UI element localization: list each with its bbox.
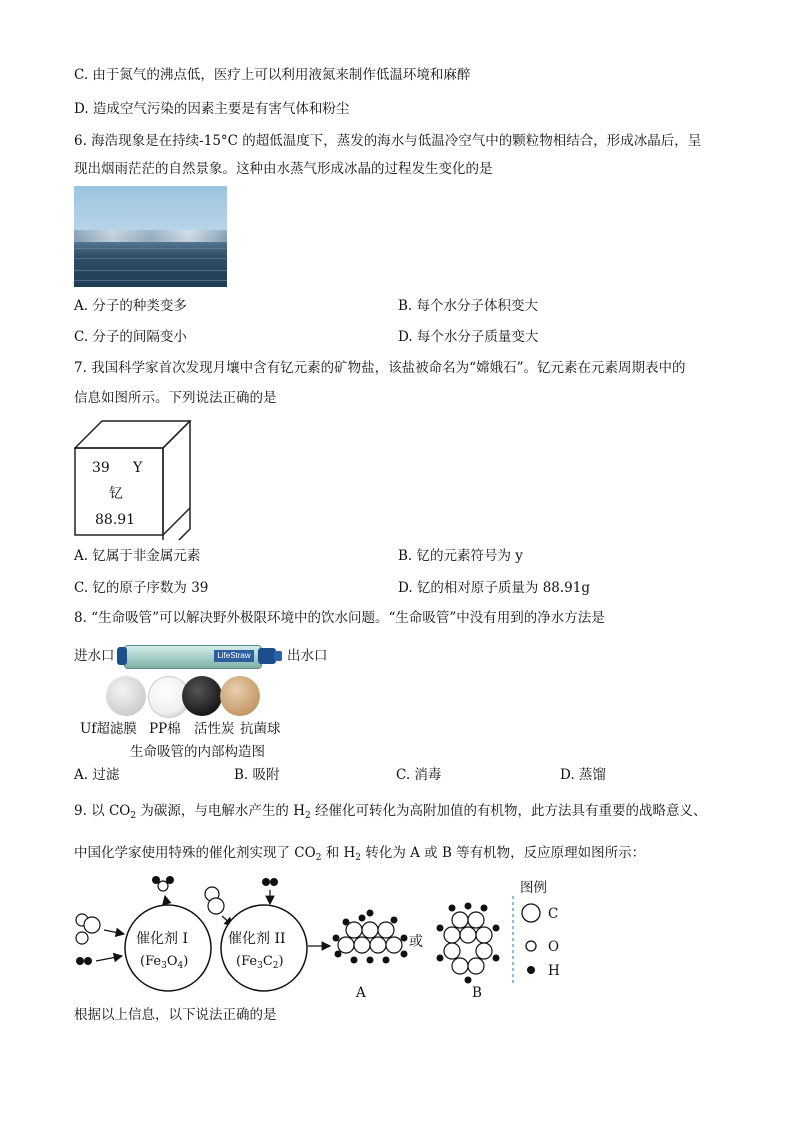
legend-carbon-icon [522,904,540,922]
q8-stem-line1: 8. “生命吸管”可以解决野外极限环境中的饮水问题。“生命吸管”中没有用到的净水方法是 [74,610,605,626]
h2-molecule-icon-2 [262,878,278,886]
catalyst-2-formula: $(Fe_3C_2)$ [236,954,284,971]
legend-title: 图例 [520,880,547,896]
legend-oxygen-icon [526,941,536,951]
q9-tail-text: 根据以上信息，以下说法正确的是 [74,1007,277,1023]
part-uf-label: Uf超滤膜 [80,721,137,737]
q9-stem-line1: 9. 以 $CO_2$ 为碳源，与电解水产生的 $H_2$ 经催化可转化为高附加值的有机物，此方法具有重要的战略意义、 [74,803,707,821]
activated-carbon-image [182,676,222,716]
catalyst-1-name: 催化剂 I [136,931,188,947]
q7-option-c: C. 钇的原子序数为 39 [74,580,209,596]
q5-option-c: C. 由于氮气的沸点低，医疗上可以利用液氮来制作低温环境和麻醉 [74,67,471,83]
q8-option-d: D. 蒸馏 [560,767,606,783]
q6-option-b: B. 每个水分子体积变大 [398,298,539,314]
q5-option-d: D. 造成空气污染的因素主要是有害气体和粉尘 [74,101,350,117]
straw-tip [274,651,282,661]
q7-option-b: B. 钇的元素符号为 y [398,548,523,564]
h2-molecule-icon [76,957,92,965]
water-molecule-icon [152,876,174,891]
straw-caption: 生命吸管的内部构造图 [130,744,265,760]
lifestraw-logo: LifeStraw [214,650,254,662]
co2-molecule-icon [76,914,100,944]
molecule-b-icon [437,903,500,984]
inlet-label: 进水口 [74,648,115,664]
legend-c-label: C [548,906,559,922]
legend-hydrogen-icon [527,966,535,974]
q9-stem-line2: 中国化学家使用特殊的催化剂实现了 $CO_2$ 和 $H_2$ 转化为 A 或 B 等有机物，反应原理如图所示： [74,845,646,863]
q8-option-b: B. 吸附 [234,767,280,783]
part-ball-label: 抗菌球 [240,721,281,737]
straw-inlet-cap [117,647,127,665]
q7-option-a: A. 钇属于非金属元素 [74,548,201,564]
molecule-b-label: B [472,985,482,1001]
catalyst-1-formula: $(Fe_3O_4)$ [140,954,189,971]
sea-fog-photo [74,186,227,287]
uf-membrane-image [106,676,146,716]
molecule-a-icon [333,910,408,964]
atomic-mass: 88.91 [95,512,136,528]
q7-option-d: D. 钇的相对原子质量为 88.91g [398,580,591,596]
q6-option-c: C. 分子的间隔变小 [74,329,187,345]
q6-stem-line2: 现出烟雨茫茫的自然景象。这种由水蒸气形成冰晶的过程发生变化的是 [74,161,493,177]
q6-option-a: A. 分子的种类变多 [74,298,187,314]
part-carbon-label: 活性炭 [194,721,235,737]
legend-h-label: H [548,963,560,979]
element-symbol: Y [133,460,143,476]
atomic-number: 39 [92,460,110,476]
q7-stem-line1: 7. 我国科学家首次发现月壤中含有钇元素的矿物盐，该盐被命名为“嫦娥石”。钇元素在元素周期表中的 [74,360,686,376]
co-molecule-icon [205,887,224,914]
catalyst-2-name: 催化剂 II [228,931,286,947]
q6-stem-line1: 6. 海浩现象是在持续-15°C 的超低温度下，蒸发的海水与低温冷空气中的颗粒物相结合，形成冰晶后，呈 [74,133,702,149]
molecule-a-label: A [356,985,366,1001]
outlet-label: 出水口 [287,648,328,664]
element-name: 钇 [109,486,123,502]
q7-stem-line2: 信息如图所示。下列说法正确的是 [74,390,277,406]
q8-option-c: C. 消毒 [396,767,442,783]
or-label: 或 [409,934,423,950]
legend-o-label: O [548,939,560,955]
antibacterial-ball-image [220,676,260,716]
q8-option-a: A. 过滤 [74,767,120,783]
part-pp-label: PP棉 [149,721,181,737]
q6-option-d: D. 每个水分子质量变大 [398,329,539,345]
